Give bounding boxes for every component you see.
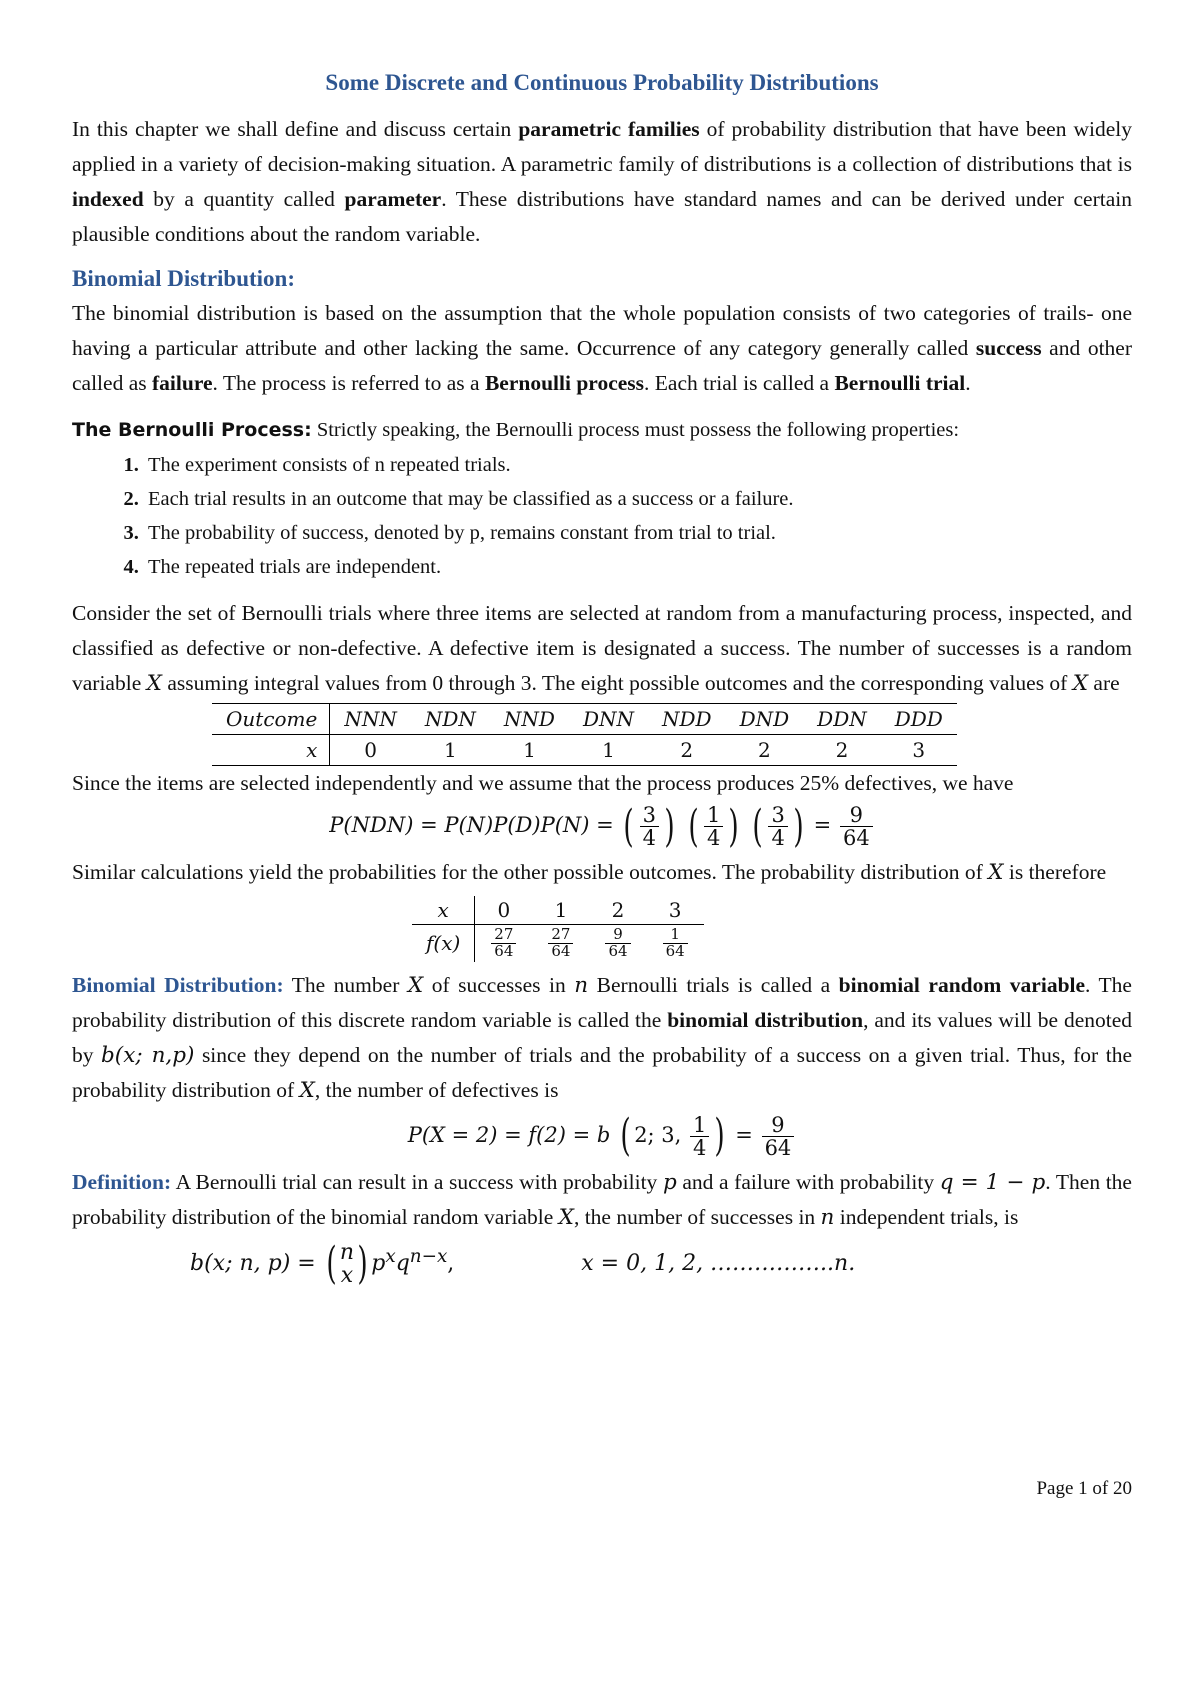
equation-p-ndn xyxy=(72,800,1132,852)
left-paren: ( xyxy=(623,800,635,852)
intro-bold-1: parametric families xyxy=(518,117,700,141)
list-item: 2. Each trial results in an outcome that may be classified as a success or a failure. xyxy=(144,482,1132,516)
var-X: X xyxy=(407,972,424,998)
binom-bottom: x xyxy=(340,1262,354,1288)
fraction xyxy=(768,804,787,849)
binomial-inline-heading: Binomial Distribution: xyxy=(72,972,284,997)
text: Bernoulli trials is called a xyxy=(588,972,839,997)
table-cell: 2 xyxy=(589,896,646,925)
right-paren: ) xyxy=(793,800,804,852)
fraction xyxy=(704,804,723,849)
example-text-3: are xyxy=(1088,671,1120,695)
numerator: 9 xyxy=(762,1114,795,1137)
comma: , xyxy=(447,1250,455,1276)
binomial-text-4: . Each trial is called a xyxy=(644,371,835,395)
similar-text-2: is therefore xyxy=(1003,860,1107,885)
equation-lhs: P(NDN) = P(N)P(D)P(N) = xyxy=(329,813,614,838)
left-paren: ( xyxy=(326,1237,337,1289)
page-footer: Page 1 of 20 xyxy=(1036,1478,1132,1499)
numerator: 3 xyxy=(640,804,659,827)
right-paren: ) xyxy=(664,800,675,852)
equation-p-x-2 xyxy=(72,1110,1132,1162)
var-n: n xyxy=(820,1204,835,1230)
table-cell: 3 xyxy=(881,735,957,766)
equals-sign: = xyxy=(813,813,832,838)
fraction xyxy=(605,927,630,960)
numerator: 1 xyxy=(663,927,688,944)
table-cell: 3 xyxy=(647,896,704,925)
similar-text-1: Similar calculations yield the probabilities for the other possible outcomes. The probability distribution of xyxy=(72,860,989,885)
denominator: 4 xyxy=(771,826,785,851)
binomial-paragraph xyxy=(72,296,1132,401)
intro-text-2: of probability distribution that have been widely applied in a variety of decision-making situation. A parametric family of distributions is a collection of distributions that is xyxy=(72,117,1132,176)
fraction xyxy=(491,927,516,960)
table-cell xyxy=(589,925,646,962)
right-paren: ) xyxy=(357,1237,368,1289)
text: , the number of successes in xyxy=(573,1204,821,1229)
binomial-heading: Binomial Distribution: xyxy=(72,266,296,291)
var-n: n xyxy=(574,972,589,998)
table-cell: Outcome xyxy=(212,704,330,735)
table-cell: 2 xyxy=(803,735,881,766)
distribution-table xyxy=(412,896,704,962)
text: . The probability distribution of this discrete random variable is called the xyxy=(72,972,1132,1032)
denominator: 64 xyxy=(551,941,571,960)
table-cell: DDD xyxy=(881,704,957,735)
binomial-definition-paragraph xyxy=(72,968,1132,1108)
binomial-text-5: . xyxy=(965,371,971,395)
denominator: 64 xyxy=(764,1135,792,1160)
var-X: X xyxy=(988,860,1004,886)
definition-paragraph xyxy=(72,1165,1132,1235)
equation-binomial-formula xyxy=(72,1237,1132,1289)
var-q: q xyxy=(395,1250,410,1276)
left-paren: ( xyxy=(688,800,699,852)
left-paren: ( xyxy=(752,800,764,852)
math-b-x-n-p: b(x; n,p) xyxy=(101,1042,195,1068)
exponent: n−x xyxy=(409,1245,448,1267)
bernoulli-process-intro xyxy=(72,413,1132,448)
denominator: 64 xyxy=(665,941,685,960)
table-cell: DND xyxy=(726,704,804,735)
fraction xyxy=(690,1114,709,1159)
table-cell: 0 xyxy=(330,735,411,766)
table-cell: 1 xyxy=(569,735,648,766)
fraction xyxy=(663,927,688,960)
table-cell: x xyxy=(412,896,475,925)
table-row xyxy=(212,735,957,766)
table-cell xyxy=(475,925,533,962)
text: and a failure with probability xyxy=(676,1169,940,1194)
table-cell xyxy=(532,925,589,962)
numerator: 27 xyxy=(491,927,516,944)
binomial-bold-2: failure xyxy=(152,371,213,395)
var-X: X xyxy=(558,1204,574,1230)
example-paragraph xyxy=(72,596,1132,701)
intro-bold-2: indexed xyxy=(72,187,144,211)
denominator: 4 xyxy=(642,826,656,851)
var-X: X xyxy=(146,671,162,696)
document-page xyxy=(72,70,1132,1293)
table-cell: 0 xyxy=(475,896,533,925)
right-paren: ) xyxy=(728,800,740,852)
since-paragraph: Since the items are selected independently and we assume that the process produces 25% defectives, we have xyxy=(72,771,1014,795)
var-p: p xyxy=(371,1250,386,1276)
fraction xyxy=(762,1114,795,1159)
table-cell: 2 xyxy=(648,735,726,766)
table-row xyxy=(212,704,957,735)
table-row xyxy=(412,925,704,962)
intro-bold-3: parameter xyxy=(344,187,442,211)
table-cell: 1 xyxy=(532,896,589,925)
right-paren: ) xyxy=(714,1110,726,1162)
page-title: Some Discrete and Continuous Probability Distributions xyxy=(325,70,879,95)
table-cell: 1 xyxy=(490,735,569,766)
text: The number xyxy=(283,972,408,997)
intro-text-4: . These distributions have standard names and can be derived under certain plausible conditions about the random variable. xyxy=(72,187,1132,246)
numerator: 27 xyxy=(548,927,573,944)
binomial-bold-4: Bernoulli trial xyxy=(834,371,966,395)
text: . Then the probability distribution of the binomial random variable xyxy=(72,1169,1132,1229)
denominator: 4 xyxy=(707,826,721,851)
fraction xyxy=(840,804,873,849)
binomial-text-3: . The process is referred to as a xyxy=(212,371,485,395)
table-cell: DNN xyxy=(569,704,648,735)
binomial-coefficient xyxy=(340,1241,354,1287)
equation-domain: x = 0, 1, 2, ……………..n. xyxy=(581,1250,856,1276)
text: , the number of defectives is xyxy=(314,1077,559,1102)
exponent: x xyxy=(385,1245,396,1267)
text: independent trials, is xyxy=(834,1204,1019,1229)
numerator: 1 xyxy=(704,804,723,827)
fraction xyxy=(640,804,659,849)
var-X: X xyxy=(299,1077,315,1103)
list-item: 4. The repeated trials are independent. xyxy=(144,550,1132,584)
denominator: 4 xyxy=(693,1135,707,1160)
equation-lhs: b(x; n, p) = xyxy=(190,1250,316,1276)
table-cell: f(x) xyxy=(412,925,475,962)
bernoulli-properties-list xyxy=(72,448,1132,584)
table-cell xyxy=(647,925,704,962)
text: A Bernoulli trial can result in a success with probability xyxy=(171,1169,663,1194)
bernoulli-process-text: Strictly speaking, the Bernoulli process must possess the following properties: xyxy=(311,419,960,441)
denominator: 64 xyxy=(608,941,628,960)
list-item: 1. The experiment consists of n repeated trials. xyxy=(144,448,1132,482)
table-row xyxy=(412,896,704,925)
intro-text-1: In this chapter we shall define and discuss certain xyxy=(72,117,519,141)
numerator: 3 xyxy=(768,804,787,827)
similar-paragraph xyxy=(72,855,1132,890)
equals-sign: = xyxy=(735,1122,753,1147)
binomial-text-2: and other called as xyxy=(72,336,1133,395)
binom-top: n xyxy=(339,1239,355,1265)
text: , and its values will be denoted by xyxy=(72,1007,1132,1067)
var-X: X xyxy=(1072,671,1089,696)
intro-paragraph xyxy=(72,112,1132,252)
table-cell: NDD xyxy=(648,704,726,735)
var-p: p xyxy=(662,1169,677,1195)
equation-args: 2; 3, xyxy=(634,1122,682,1147)
table-cell: x xyxy=(212,735,330,766)
fraction xyxy=(548,927,573,960)
bernoulli-process-label: The Bernoulli Process: xyxy=(72,419,312,441)
table-cell: NDN xyxy=(411,704,490,735)
equation-lhs: P(X = 2) = f(2) = b xyxy=(407,1122,611,1147)
binomial-bold-3: Bernoulli process xyxy=(484,371,645,395)
numerator: 9 xyxy=(840,804,873,827)
definition-inline-heading: Definition: xyxy=(72,1169,172,1194)
math-q-eq: q = 1 − p xyxy=(939,1169,1046,1195)
table-cell: 1 xyxy=(411,735,490,766)
bold-term: binomial distribution xyxy=(667,1007,864,1032)
example-text-2: assuming integral values from 0 through 3. The eight possible outcomes and the corresponding values of xyxy=(161,671,1073,695)
left-paren: ( xyxy=(620,1110,631,1162)
denominator: 64 xyxy=(494,941,514,960)
binomial-bold-1: success xyxy=(975,336,1042,360)
binomial-text-1: The binomial distribution is based on the assumption that the whole population consists of two categories of trails- one having a particular attribute and other lacking the same. Occurrence of any category generally called xyxy=(72,301,1132,360)
table-cell: DDN xyxy=(803,704,881,735)
text: since they depend on the number of trials and the probability of a success on a given trial. Thus, for the probability distribution of xyxy=(72,1042,1133,1102)
list-item: 3. The probability of success, denoted by p, remains constant from trial to trial. xyxy=(144,516,1132,550)
intro-text-3: by a quantity called xyxy=(143,187,345,211)
numerator: 9 xyxy=(605,927,630,944)
numerator: 1 xyxy=(690,1114,709,1137)
table-cell: NNN xyxy=(330,704,411,735)
outcomes-table xyxy=(212,703,957,766)
table-cell: NND xyxy=(490,704,569,735)
example-text-1: Consider the set of Bernoulli trials where three items are selected at random from a manufacturing process, inspected, and classified as defective or non-defective. A defective item is designated a success. The number of successes is a random variable xyxy=(72,601,1132,695)
denominator: 64 xyxy=(842,826,870,851)
table-cell: 2 xyxy=(726,735,804,766)
text: of successes in xyxy=(423,972,575,997)
bold-term: binomial random variable xyxy=(838,972,1086,997)
